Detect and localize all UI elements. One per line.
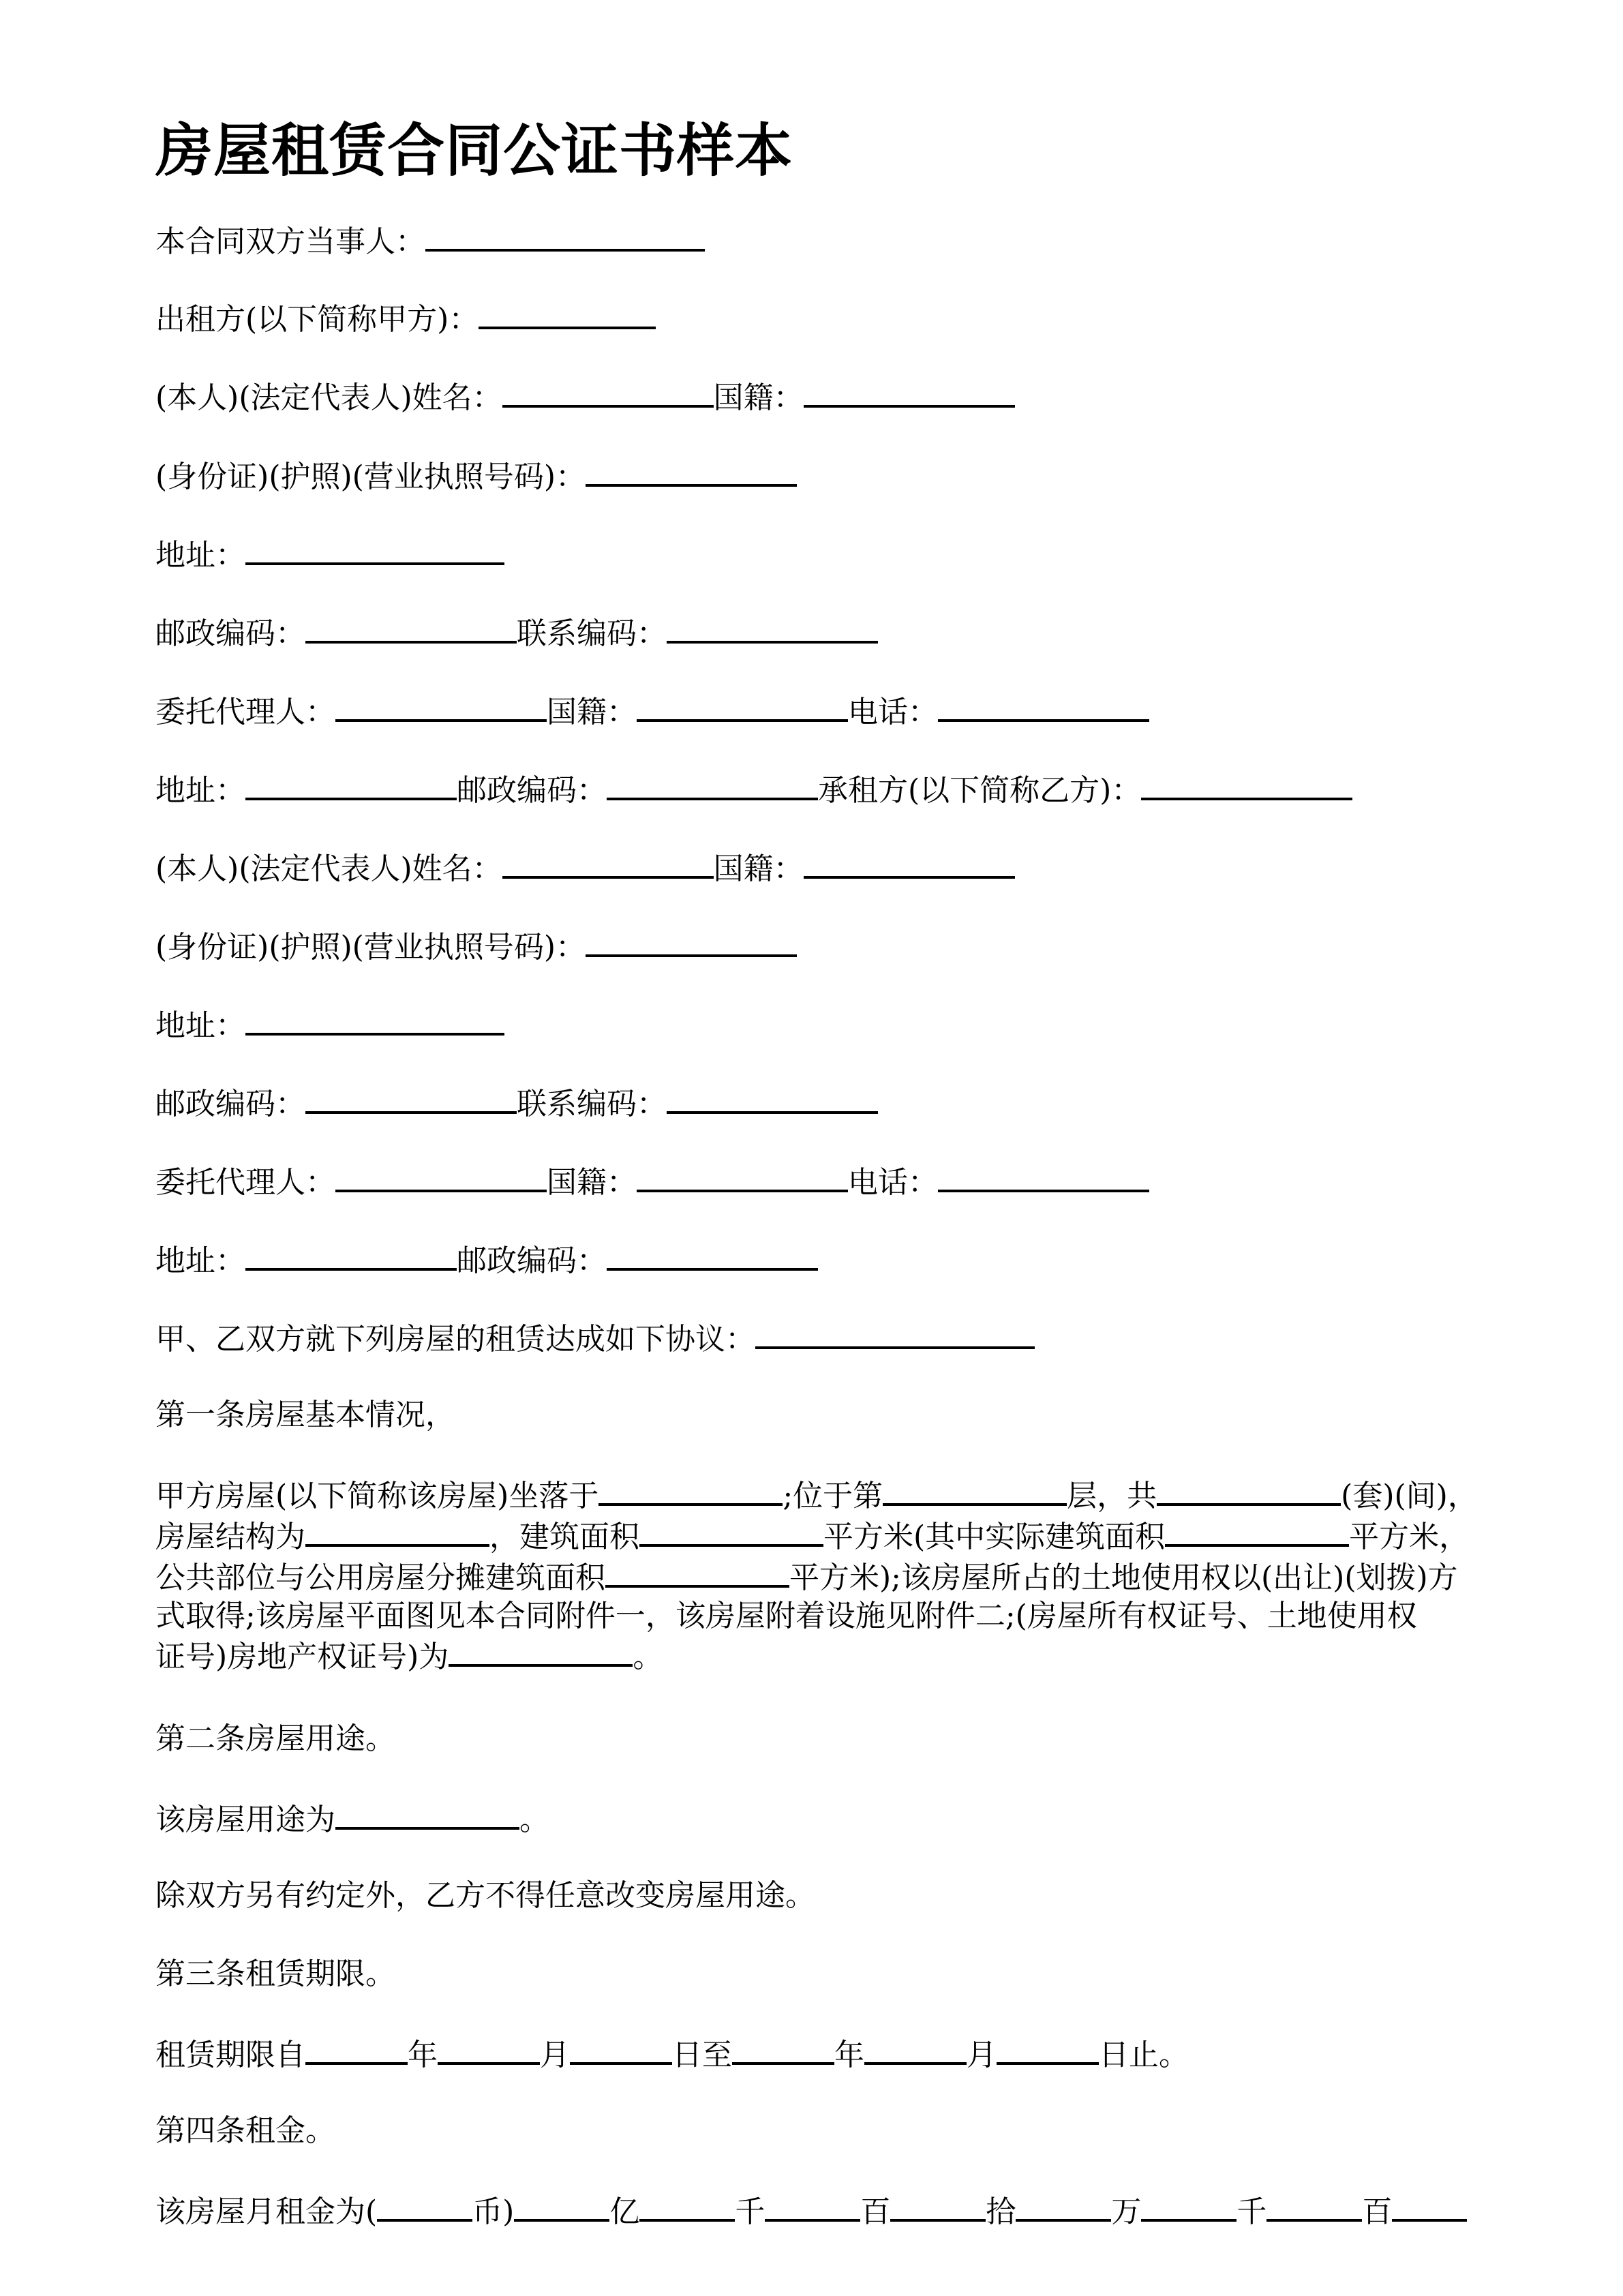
lessee-name-line xyxy=(155,847,1015,888)
certificate-no-blank[interactable] xyxy=(449,1635,633,1667)
rent-digit-blank[interactable] xyxy=(1266,2190,1362,2222)
lessee-name-blank[interactable] xyxy=(502,847,714,879)
phone-label: 电话： xyxy=(848,1165,938,1200)
floor-blank[interactable] xyxy=(883,1475,1067,1506)
month-label: 月 xyxy=(967,2038,997,2072)
rent-unit: 拾 xyxy=(986,2194,1016,2229)
parties-blank[interactable] xyxy=(425,220,705,252)
article-1-line xyxy=(155,1475,1532,1515)
art1-text: (套)(间)， xyxy=(1341,1479,1478,1513)
lessee-phone-blank[interactable] xyxy=(938,1161,1149,1192)
article-3-heading: 第三条租赁期限。 xyxy=(155,1957,395,1991)
agent-label: 委托代理人： xyxy=(155,1165,335,1200)
art1-text: 证号)房地产权证号)为 xyxy=(155,1640,449,1674)
lessor-contact-code-blank[interactable] xyxy=(667,612,878,644)
parties-line xyxy=(155,220,705,261)
lessee-contact-code-blank[interactable] xyxy=(667,1083,878,1114)
article-1-line xyxy=(155,1556,1532,1597)
rent-unit: 百 xyxy=(860,2194,891,2229)
lessee-agent-line xyxy=(155,1161,1149,1202)
lessor-agent-address-blank[interactable] xyxy=(245,769,457,800)
address-label: 地址： xyxy=(155,1008,245,1043)
end-day-blank[interactable] xyxy=(997,2034,1099,2065)
art1-text: 。 xyxy=(633,1640,663,1674)
article-1-line xyxy=(155,1635,1532,1676)
lessor-line xyxy=(155,298,656,339)
rent-digit-blank[interactable] xyxy=(639,2190,735,2222)
lessor-blank[interactable] xyxy=(479,298,656,329)
document-title: 房屋租赁合同公证书样本 xyxy=(155,117,793,184)
lessor-id-blank[interactable] xyxy=(586,455,797,487)
address-label: 地址： xyxy=(155,538,245,573)
lessee-postcode-blank[interactable] xyxy=(305,1083,517,1114)
shared-area-blank[interactable] xyxy=(605,1556,789,1588)
art1-text: 平方米);该房屋所占的土地使用权以(出让)(划拨)方 xyxy=(789,1560,1458,1595)
nationality-label: 国籍： xyxy=(713,380,804,415)
currency-blank[interactable] xyxy=(377,2190,472,2222)
lessee-address-blank[interactable] xyxy=(245,1004,504,1036)
article-1-heading: 第一条房屋基本情况， xyxy=(155,1398,455,1432)
currency-label: 币) xyxy=(472,2194,515,2229)
id-label: (身份证)(护照)(营业执照号码)： xyxy=(155,459,586,494)
article-1-body xyxy=(155,1475,1532,1676)
name-label: (本人)(法定代表人)姓名： xyxy=(155,380,502,415)
postcode-label: 邮政编码： xyxy=(457,773,607,808)
usage-note: 除双方另有约定外，乙方不得任意改变房屋用途。 xyxy=(155,1878,815,1913)
lessee-agent-blank[interactable] xyxy=(335,1161,547,1192)
lessor-agent-address-line xyxy=(155,769,1352,810)
month-label: 月 xyxy=(540,2038,570,2072)
postcode-label: 邮政编码： xyxy=(155,1087,305,1121)
lessor-address-line xyxy=(155,534,504,575)
lessee-blank[interactable] xyxy=(1141,769,1352,800)
lessee-agent-address-line xyxy=(155,1239,818,1280)
end-year-blank[interactable] xyxy=(732,2034,834,2065)
art1-text: ，建筑面积 xyxy=(489,1520,639,1554)
postcode-label: 邮政编码： xyxy=(457,1243,607,1278)
art1-text: 房屋结构为 xyxy=(155,1520,305,1554)
start-month-blank[interactable] xyxy=(438,2034,540,2065)
article-4-heading: 第四条租金。 xyxy=(155,2113,335,2148)
lessor-name-line xyxy=(155,376,1015,417)
rent-prefix: 该房屋月租金为( xyxy=(155,2194,378,2229)
art1-text: 公共部位与公用房屋分摊建筑面积 xyxy=(155,1560,605,1595)
contact-code-label: 联系编码： xyxy=(517,1087,667,1121)
rent-digit-blank[interactable] xyxy=(514,2190,609,2222)
lessee-postcode-line xyxy=(155,1083,878,1123)
rent-digit-blank[interactable] xyxy=(765,2190,860,2222)
rent-unit: 万 xyxy=(1111,2194,1142,2229)
address-label: 地址： xyxy=(155,773,245,808)
contact-code-label: 联系编码： xyxy=(517,616,667,651)
lessor-agent-postcode-blank[interactable] xyxy=(607,769,818,800)
start-year-blank[interactable] xyxy=(305,2034,408,2065)
lessor-agent-nationality-blank[interactable] xyxy=(637,691,848,722)
year-label: 年 xyxy=(408,2038,438,2072)
end-month-blank[interactable] xyxy=(864,2034,967,2065)
usage-blank[interactable] xyxy=(335,1798,519,1830)
parties-label: 本合同双方当事人： xyxy=(155,224,425,259)
lessor-agent-line xyxy=(155,691,1149,731)
actual-area-blank[interactable] xyxy=(1165,1515,1349,1547)
rent-line xyxy=(155,2190,1467,2231)
article-2-heading: 第二条房屋用途。 xyxy=(155,1721,395,1756)
lessor-label: 出租方(以下简称甲方)： xyxy=(155,302,479,337)
lessor-agent-blank[interactable] xyxy=(335,691,547,722)
name-label: (本人)(法定代表人)姓名： xyxy=(155,851,502,886)
postcode-label: 邮政编码： xyxy=(155,616,305,651)
year-label: 年 xyxy=(834,2038,864,2072)
agreement-blank[interactable] xyxy=(755,1318,1035,1349)
lessor-nationality-blank[interactable] xyxy=(804,376,1015,408)
lessor-address-blank[interactable] xyxy=(245,534,504,565)
art1-text: 平方米， xyxy=(1349,1520,1470,1554)
location-blank[interactable] xyxy=(598,1475,783,1506)
nationality-label: 国籍： xyxy=(713,851,804,886)
to-label: 日至 xyxy=(672,2038,732,2072)
id-label: (身份证)(护照)(营业执照号码)： xyxy=(155,930,586,965)
structure-blank[interactable] xyxy=(305,1515,489,1547)
end-label: 日止。 xyxy=(1099,2038,1189,2072)
rent-digit-blank[interactable] xyxy=(1141,2190,1237,2222)
lessor-phone-blank[interactable] xyxy=(938,691,1149,722)
term-line xyxy=(155,2034,1189,2074)
rent-unit: 千 xyxy=(735,2194,765,2229)
area-blank[interactable] xyxy=(639,1515,823,1547)
rent-unit: 亿 xyxy=(609,2194,640,2229)
address-label: 地址： xyxy=(155,1243,245,1278)
art1-text: 层，共 xyxy=(1067,1479,1157,1513)
lessee-id-line xyxy=(155,926,797,967)
rent-digit-blank[interactable] xyxy=(1016,2190,1111,2222)
usage-suffix: 。 xyxy=(519,1802,549,1837)
lessee-agent-address-blank[interactable] xyxy=(245,1239,457,1271)
agent-label: 委托代理人： xyxy=(155,695,335,729)
nationality-label: 国籍： xyxy=(547,1165,637,1200)
article-1-line: 式取得;该房屋平面图见本合同附件一，该房屋附着设施见附件二;(房屋所有权证号、土地使用权 xyxy=(155,1599,1417,1633)
usage-prefix: 该房屋用途为 xyxy=(155,1802,335,1837)
lessee-nationality-blank[interactable] xyxy=(804,847,1015,879)
lessee-agent-postcode-blank[interactable] xyxy=(607,1239,818,1271)
lessor-postcode-line xyxy=(155,612,878,653)
art1-text: 甲方房屋(以下简称该房屋)坐落于 xyxy=(155,1479,599,1513)
term-prefix: 租赁期限自 xyxy=(155,2038,305,2072)
rent-unit: 千 xyxy=(1237,2194,1267,2229)
units-blank[interactable] xyxy=(1157,1475,1341,1506)
article-1-line xyxy=(155,1515,1532,1556)
nationality-label: 国籍： xyxy=(547,695,637,729)
start-day-blank[interactable] xyxy=(570,2034,672,2065)
agreement-line xyxy=(155,1318,1035,1359)
rent-digit-blank[interactable] xyxy=(890,2190,986,2222)
rent-digit-blank[interactable] xyxy=(1392,2190,1467,2222)
rent-unit: 百 xyxy=(1362,2194,1393,2229)
lessee-agent-nationality-blank[interactable] xyxy=(637,1161,848,1192)
usage-line xyxy=(155,1798,549,1839)
agreement-label: 甲、乙双方就下列房屋的租赁达成如下协议： xyxy=(155,1322,755,1357)
lessee-id-blank[interactable] xyxy=(586,926,797,957)
lessor-postcode-blank[interactable] xyxy=(305,612,517,644)
phone-label: 电话： xyxy=(848,695,938,729)
lessee-address-line xyxy=(155,1004,504,1045)
lessee-label: 承租方(以下简称乙方)： xyxy=(818,773,1142,808)
lessor-name-blank[interactable] xyxy=(502,376,714,408)
lessor-id-line xyxy=(155,455,797,496)
art1-text: 平方米(其中实际建筑面积 xyxy=(823,1520,1166,1554)
art1-text: ;位于第 xyxy=(783,1479,883,1513)
